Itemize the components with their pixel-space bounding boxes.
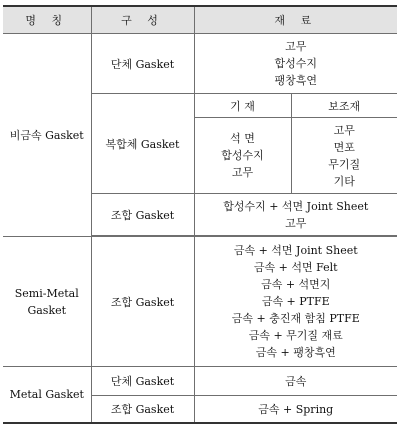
material-item: 금속 + 무기질 재료 — [248, 329, 343, 342]
material-item: 금속 + 석면 Felt — [253, 261, 338, 274]
material-item: 합성수지 — [274, 57, 317, 70]
subheader-aux: 보조재 — [291, 94, 397, 118]
materials-nonmetal-single — [194, 34, 397, 94]
category-metal: Metal Gasket — [3, 367, 91, 423]
materials-semimetal-combined — [194, 237, 397, 367]
material-item: 금속 + 충진재 함침 PTFE — [231, 312, 360, 325]
row-semimetal-combined — [3, 237, 397, 367]
type-nonmetal-single: 단체 Gasket — [91, 34, 194, 94]
material-item: 면포 — [333, 140, 355, 154]
material-item: 고무 — [285, 40, 307, 53]
category-semimetal — [3, 237, 91, 367]
row-metal-single — [3, 367, 397, 396]
type-nonmetal-composite: 복합체 Gasket — [91, 94, 194, 194]
subheader-base: 기 재 — [194, 94, 291, 118]
materials-metal-single: 금속 — [194, 367, 397, 396]
category-semimetal-line2: Gasket — [27, 303, 67, 317]
category-nonmetal: 비금속 Gasket — [3, 34, 91, 237]
category-semimetal-line1: Semi-Metal — [14, 286, 79, 300]
type-metal-single: 단체 Gasket — [91, 367, 194, 396]
materials-composite-base — [194, 118, 291, 194]
material-item: 금속 + 석면지 — [261, 278, 331, 291]
material-item: 합성수지 + 석면 Joint Sheet — [223, 199, 369, 213]
material-item: 금속 + 석면 Joint Sheet — [233, 244, 358, 257]
material-item: 무기질 — [328, 157, 361, 171]
material-item: 기타 — [333, 174, 355, 188]
materials-metal-combined: 금속 + Spring — [194, 396, 397, 423]
header-composition: 구 성 — [91, 6, 194, 34]
materials-composite-aux — [291, 118, 397, 194]
materials-nonmetal-combined — [194, 194, 397, 236]
gasket-classification-table — [3, 5, 397, 424]
material-item: 금속 + PTFE — [261, 295, 330, 308]
row-nonmetal-single — [3, 34, 397, 94]
type-metal-combined: 조합 Gasket — [91, 396, 194, 423]
type-nonmetal-combined: 조합 Gasket — [91, 194, 194, 236]
material-item: 팽창흑연 — [274, 74, 317, 87]
type-semimetal-combined: 조합 Gasket — [91, 237, 194, 367]
material-item: 고무 — [231, 166, 254, 179]
material-item: 합성수지 — [221, 149, 264, 162]
header-row — [3, 6, 397, 34]
material-item: 석 면 — [230, 132, 255, 145]
header-name: 명 칭 — [3, 6, 91, 34]
material-item: 고무 — [285, 216, 307, 230]
material-item: 고무 — [333, 123, 355, 137]
header-material: 재 료 — [194, 6, 397, 34]
material-item: 금속 + 팽창흑연 — [255, 346, 336, 359]
